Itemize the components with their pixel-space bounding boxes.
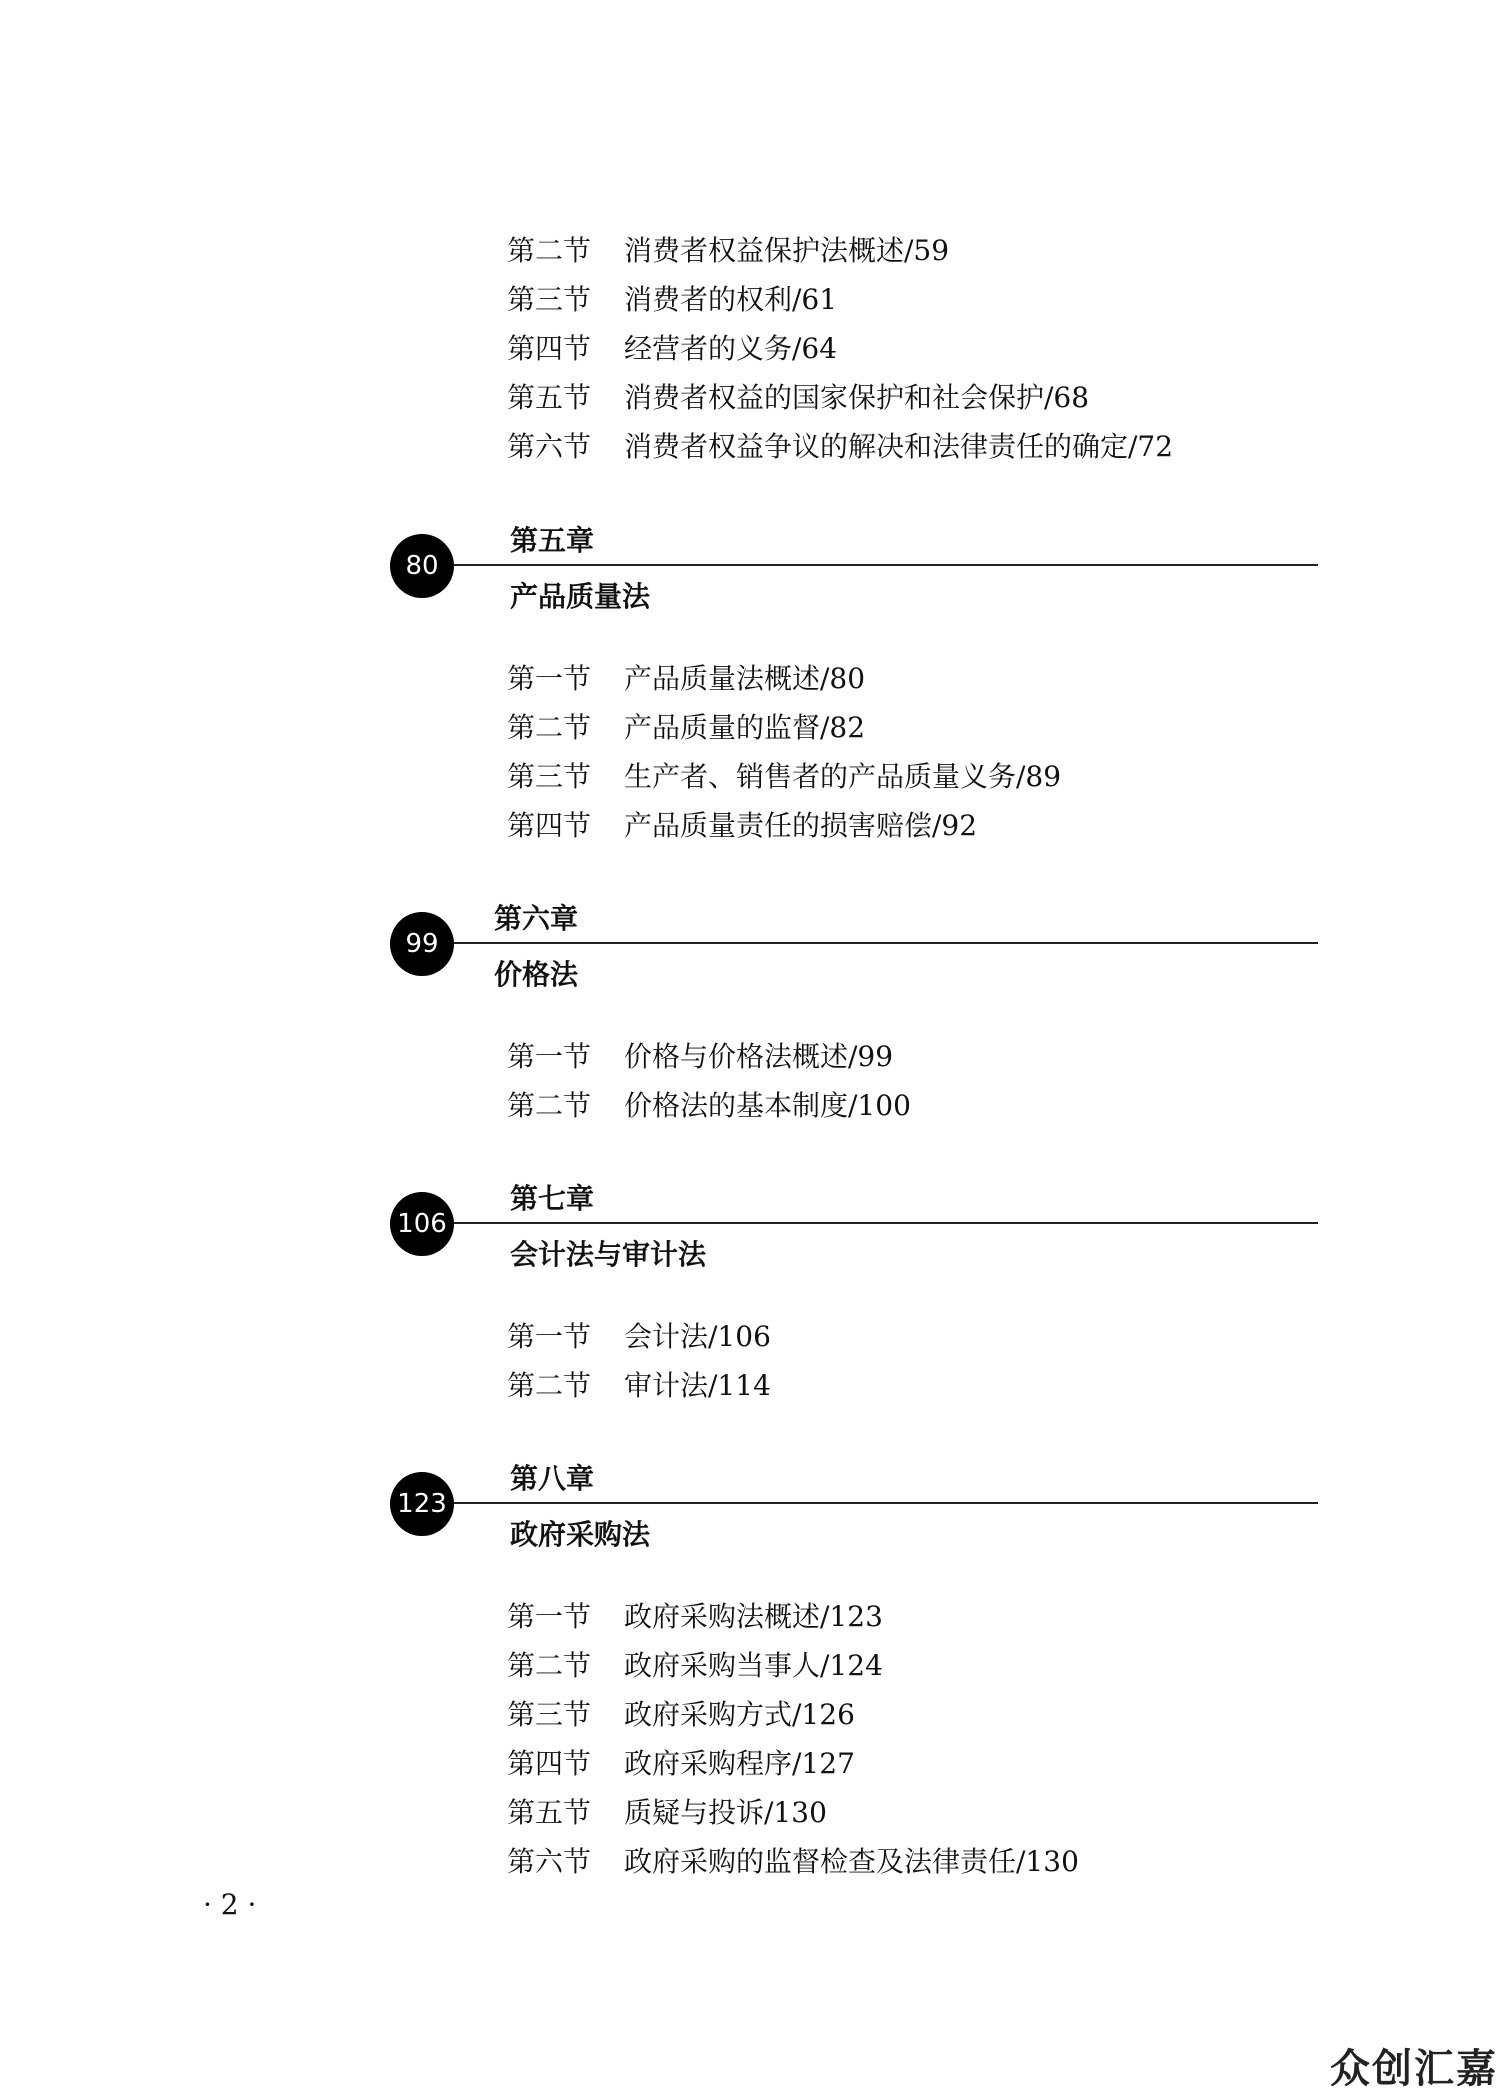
toc-section-line[interactable]	[507, 1600, 883, 1634]
chapter-divider	[454, 564, 1318, 566]
section-title: 产品质量的监督/82	[624, 711, 866, 744]
section-title: 会计法/106	[624, 1320, 771, 1353]
section-label: 第四节	[507, 332, 592, 365]
section-label: 第三节	[507, 283, 592, 316]
section-title: 消费者权益争议的解决和法律责任的确定/72	[624, 430, 1174, 463]
section-label: 第二节	[507, 711, 592, 744]
section-label: 第三节	[507, 760, 592, 793]
section-title: 产品质量责任的损害赔偿/92	[624, 809, 978, 842]
chapter-page-badge: 106	[390, 1192, 454, 1256]
section-title: 产品质量法概述/80	[624, 662, 866, 695]
section-title: 消费者的权利/61	[624, 283, 838, 316]
section-label: 第二节	[507, 234, 592, 267]
toc-section-line[interactable]	[507, 1040, 893, 1074]
section-title: 价格法的基本制度/100	[624, 1089, 911, 1122]
chapter-number: 第七章	[510, 1182, 595, 1215]
section-label: 第二节	[507, 1649, 592, 1682]
toc-section-line[interactable]	[507, 1369, 771, 1403]
page-number: · 2 ·	[203, 1888, 257, 1921]
toc-section-line[interactable]	[507, 283, 837, 317]
toc-section-line[interactable]	[507, 662, 865, 696]
chapter-page-badge: 99	[390, 912, 454, 976]
chapter-title: 会计法与审计法	[510, 1238, 707, 1271]
section-label: 第六节	[507, 430, 592, 463]
watermark-logo: 众创汇嘉	[1330, 2046, 1498, 2092]
section-label: 第四节	[507, 1747, 592, 1780]
toc-section-line[interactable]	[507, 760, 1061, 794]
chapter-divider	[454, 1222, 1318, 1224]
chapter-page-badge: 80	[390, 534, 454, 598]
section-label: 第一节	[507, 1040, 592, 1073]
toc-section-line[interactable]	[507, 711, 865, 745]
section-label: 第一节	[507, 1600, 592, 1633]
chapter-title: 产品质量法	[510, 580, 651, 613]
toc-section-line[interactable]	[507, 1845, 1079, 1879]
toc-section-line[interactable]	[507, 809, 977, 843]
section-label: 第二节	[507, 1369, 592, 1402]
chapter-heading[interactable]	[390, 894, 1318, 1012]
toc-section-line[interactable]	[507, 332, 837, 366]
toc-section-line[interactable]	[507, 1649, 883, 1683]
section-title: 质疑与投诉/130	[624, 1796, 827, 1829]
section-title: 消费者权益的国家保护和社会保护/68	[624, 381, 1090, 414]
section-label: 第四节	[507, 809, 592, 842]
toc-section-line[interactable]	[507, 1320, 771, 1354]
section-label: 第一节	[507, 1320, 592, 1353]
chapter-number: 第六章	[494, 902, 579, 935]
chapter-heading[interactable]	[390, 1454, 1318, 1572]
toc-section-line[interactable]	[507, 1796, 827, 1830]
section-label: 第五节	[507, 1796, 592, 1829]
toc-section-line[interactable]	[507, 381, 1089, 415]
toc-section-line[interactable]	[507, 1747, 855, 1781]
chapter-heading[interactable]	[390, 516, 1318, 634]
chapter-heading[interactable]	[390, 1174, 1318, 1292]
section-title: 价格与价格法概述/99	[624, 1040, 894, 1073]
section-title: 政府采购法概述/123	[624, 1600, 883, 1633]
section-title: 政府采购程序/127	[624, 1747, 855, 1780]
chapter-title: 政府采购法	[510, 1518, 651, 1551]
section-title: 生产者、销售者的产品质量义务/89	[624, 760, 1062, 793]
section-title: 政府采购的监督检查及法律责任/130	[624, 1845, 1079, 1878]
section-label: 第二节	[507, 1089, 592, 1122]
section-label: 第六节	[507, 1845, 592, 1878]
toc-section-line[interactable]	[507, 234, 949, 268]
section-title: 消费者权益保护法概述/59	[624, 234, 950, 267]
section-label: 第五节	[507, 381, 592, 414]
chapter-number: 第八章	[510, 1462, 595, 1495]
section-title: 经营者的义务/64	[624, 332, 838, 365]
toc-section-line[interactable]	[507, 430, 1173, 464]
section-title: 审计法/114	[624, 1369, 771, 1402]
chapter-title: 价格法	[494, 958, 579, 991]
toc-section-line[interactable]	[507, 1089, 911, 1123]
chapter-number: 第五章	[510, 524, 595, 557]
chapter-divider	[454, 942, 1318, 944]
section-label: 第三节	[507, 1698, 592, 1731]
section-title: 政府采购方式/126	[624, 1698, 855, 1731]
section-title: 政府采购当事人/124	[624, 1649, 883, 1682]
chapter-page-badge: 123	[390, 1472, 454, 1536]
section-label: 第一节	[507, 662, 592, 695]
toc-section-line[interactable]	[507, 1698, 855, 1732]
chapter-divider	[454, 1502, 1318, 1504]
